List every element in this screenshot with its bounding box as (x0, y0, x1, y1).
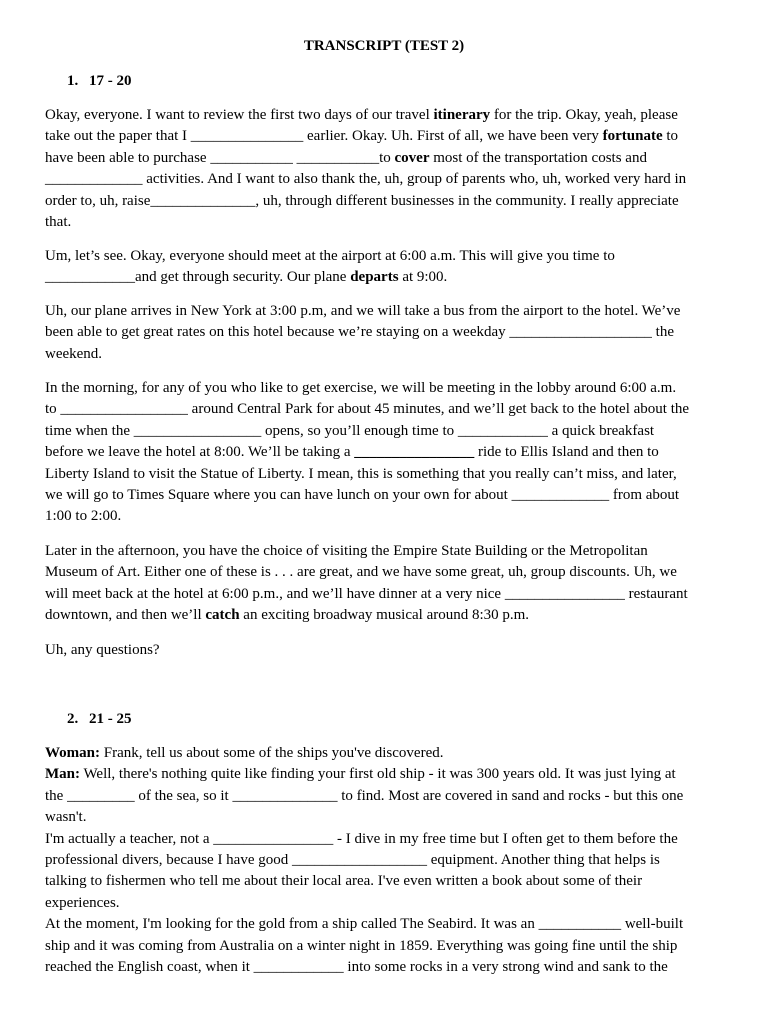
text-line: ship and it was coming from Australia on a winter night in 1859. Everything was going fine until the ship (45, 937, 678, 954)
text-line: downtown, and then we’ll catch an exciting broadway musical around 8:30 p.m. (45, 607, 530, 624)
paragraph-dialogue (45, 743, 725, 978)
section-label: 17 - 20 (89, 73, 132, 89)
section-label: 21 - 25 (89, 711, 132, 727)
text-line: Later in the afternoon, you have the choice of visiting the Empire State Building or the Metropolitan (45, 543, 648, 559)
text-line: experiences. (45, 894, 120, 911)
speaker-man: Man: (45, 766, 80, 783)
page-title: TRANSCRIPT (TEST 2) (303, 38, 465, 54)
text-line: _____________ activities. And I want to also thank the, uh, group of parents who, uh, worked very hard in (45, 171, 687, 188)
text-line: time when the _________________ opens, so you’ll enough time to ____________ a quick breakfast (45, 422, 655, 439)
text-line: At the moment, I'm looking for the gold from a ship called The Seabird. It was an ___________ well-built (45, 916, 684, 933)
text-line: Woman: Frank, tell us about some of the ships you've discovered. (45, 745, 444, 761)
text-line: before we leave the hotel at 8:00. We’ll be taking a ________________ ride to Ellis Island and then to (45, 444, 659, 461)
keyword-catch: catch (205, 607, 240, 624)
section-number: 2. (67, 711, 79, 727)
section-heading-2 (67, 709, 132, 730)
keyword-fortunate: fortunate (602, 128, 663, 145)
text-line: wasn't. (45, 809, 87, 826)
text-line: 1:00 to 2:00. (45, 508, 122, 525)
paragraph-afternoon (45, 541, 725, 627)
text-line: Uh, any questions? (45, 642, 160, 658)
text-line: weekend. (45, 345, 103, 362)
text-line: take out the paper that I _______________ earlier. Okay. Uh. First of all, we have been very fortunate to (45, 128, 679, 145)
keyword-itinerary: itinerary (433, 107, 491, 123)
text-line: Museum of Art. Either one of these is . . . are great, and we have some great, uh, group discounts. Uh, we (45, 564, 677, 581)
keyword-cover: cover (394, 149, 430, 166)
section-heading-1 (67, 71, 132, 92)
text-line: that. (45, 214, 72, 231)
text-line: reached the English coast, when it ____________ into some rocks in a very strong wind and sank to the (45, 959, 668, 976)
text-line: In the morning, for any of you who like to get exercise, we will be meeting in the lobby around 6:00 a.m. (45, 380, 677, 396)
text-line: order to, uh, raise______________, uh, through different businesses in the community. I really appreciate (45, 192, 679, 209)
text-line: been able to get great rates on this hotel because we’re staying on a weekday ___________________ the (45, 324, 674, 341)
paragraph-itinerary (45, 105, 725, 233)
text-line: ____________and get through security. Our plane departs at 9:00. (45, 269, 448, 286)
paragraph-airport (45, 246, 725, 289)
paragraph-hotel (45, 301, 725, 365)
text-line: I'm actually a teacher, not a ________________ - I dive in my free time but I often get to them before the (45, 830, 678, 847)
speaker-woman: Woman: (45, 745, 101, 761)
text-line: have been able to purchase ___________ ___________to cover most of the transportation costs and (45, 149, 647, 166)
text-line: the _________ of the sea, so it ______________ to find. Most are covered in sand and rocks - but this one (45, 787, 684, 804)
text-line: we will go to Times Square where you can have lunch on your own for about _____________ from about (45, 487, 680, 504)
text-line: to _________________ around Central Park for about 45 minutes, and we’ll get back to the hotel about the (45, 401, 690, 418)
text-line: Okay, everyone. I want to review the first two days of our travel itinerary for the trip. Okay, yeah, please (45, 107, 678, 123)
keyword-departs: departs (350, 269, 399, 286)
text-line: Liberty Island to visit the Statue of Liberty. I mean, this is something that you really can’t miss, and later, (45, 465, 677, 482)
paragraph-morning (45, 378, 725, 528)
text-line: will meet back at the hotel at 6:00 p.m., and we’ll have dinner at a very nice ________________ restaurant (45, 585, 688, 602)
section-number: 1. (67, 73, 79, 89)
paragraph-questions (45, 640, 725, 661)
text-line: Um, let’s see. Okay, everyone should meet at the airport at 6:00 a.m. This will give you time to (45, 248, 615, 264)
text-line: Man: Well, there's nothing quite like finding your first old ship - it was 300 years old. It was just lying at (45, 766, 676, 783)
text-line: talking to fishermen who tell me about their local area. I've even written a book about some of their (45, 873, 643, 890)
bold-blank: ________________ (354, 444, 475, 461)
text-line: professional divers, because I have good __________________ equipment. Another thing that helps is (45, 852, 660, 869)
text-line: Uh, our plane arrives in New York at 3:00 p.m, and we will take a bus from the airport to the hotel. We’ve (45, 303, 681, 319)
